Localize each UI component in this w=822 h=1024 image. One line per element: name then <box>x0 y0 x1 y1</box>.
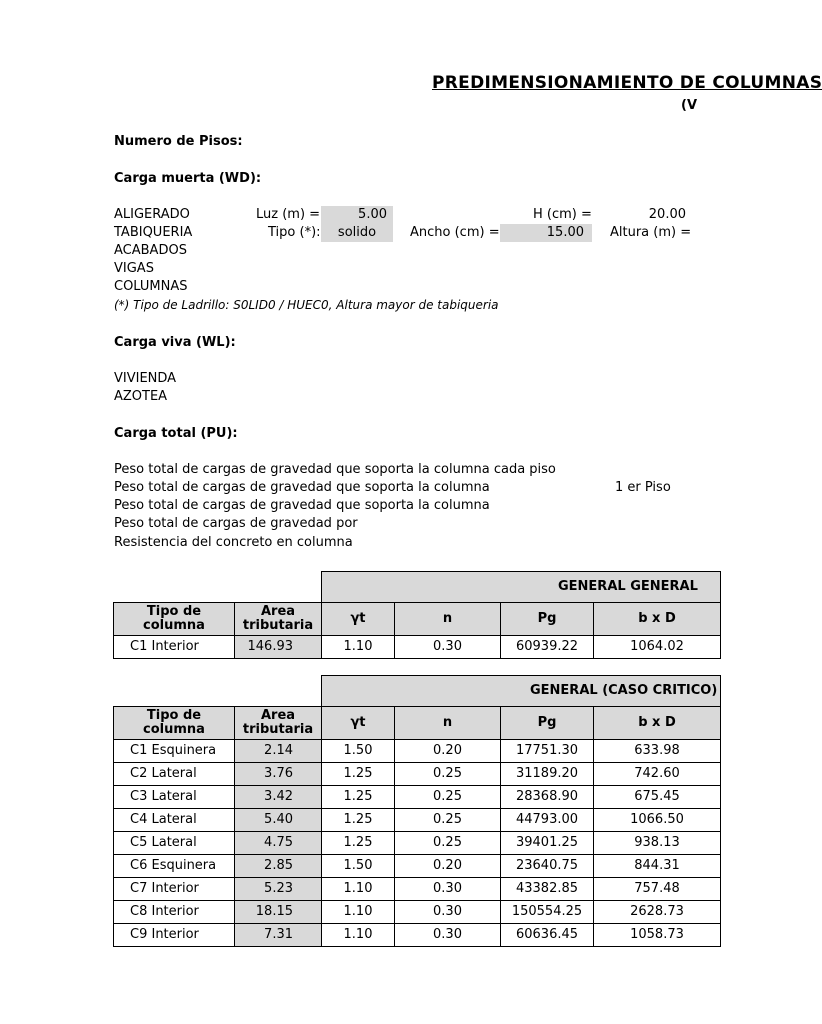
luz-input[interactable]: 5.00 <box>321 206 393 224</box>
table2-cell-area[interactable]: 18.15 <box>234 900 322 924</box>
table2-cell-bxd[interactable]: 1058.73 <box>593 923 721 947</box>
carga-viva-heading: Carga viva (WL): <box>114 335 236 350</box>
table2-cell-tipo[interactable]: C1 Esquinera <box>113 739 235 763</box>
table1-header-n: n <box>394 602 501 636</box>
h-value[interactable]: 20.00 <box>648 207 686 222</box>
table2-cell-n[interactable]: 0.30 <box>394 923 501 947</box>
azotea-label: AZOTEA <box>114 389 168 404</box>
table1-cell-area[interactable]: 146.93 <box>234 635 322 659</box>
page-subtitle: (V <box>681 98 698 113</box>
table2-cell-yt[interactable]: 1.10 <box>321 900 395 924</box>
table2-cell-pg[interactable]: 39401.25 <box>500 831 594 855</box>
table2-cell-pg[interactable]: 31189.20 <box>500 762 594 786</box>
table2-cell-tipo[interactable]: C4 Lateral <box>113 808 235 832</box>
table1-cell-n[interactable]: 0.30 <box>394 635 501 659</box>
table2-cell-yt[interactable]: 1.25 <box>321 785 395 809</box>
table1-cell-yt[interactable]: 1.10 <box>321 635 395 659</box>
table2-header-yt: γt <box>321 706 395 740</box>
table2-cell-area[interactable]: 3.76 <box>234 762 322 786</box>
table2-cell-tipo[interactable]: C2 Lateral <box>113 762 235 786</box>
table1-header-pg: Pg <box>500 602 594 636</box>
table2-cell-pg[interactable]: 28368.90 <box>500 785 594 809</box>
table2-cell-tipo[interactable]: C7 Interior <box>113 877 235 901</box>
table2-cell-tipo[interactable]: C8 Interior <box>113 900 235 924</box>
table2-cell-n[interactable]: 0.30 <box>394 900 501 924</box>
resistencia-concreto-label: Resistencia del concreto en columna <box>114 535 353 550</box>
table2-cell-bxd[interactable]: 633.98 <box>593 739 721 763</box>
table1-header-yt: γt <box>321 602 395 636</box>
table1-banner: GENERAL GENERAL <box>321 571 721 603</box>
table2-cell-bxd[interactable]: 742.60 <box>593 762 721 786</box>
table2-header-bxd: b x D <box>593 706 721 740</box>
table2-cell-bxd[interactable]: 938.13 <box>593 831 721 855</box>
table1-header-area: Area tributaria <box>234 602 322 636</box>
table2-cell-area[interactable]: 2.14 <box>234 739 322 763</box>
primer-piso-label: 1 er Piso <box>615 480 671 495</box>
table2-cell-area[interactable]: 5.23 <box>234 877 322 901</box>
tipo-input[interactable]: solido <box>321 224 393 242</box>
peso-total-line-4: Peso total de cargas de gravedad por <box>114 516 358 531</box>
table2-header-n: n <box>394 706 501 740</box>
table2-cell-n[interactable]: 0.25 <box>394 831 501 855</box>
page-title: PREDIMENSIONAMIENTO DE COLUMNAS <box>432 73 822 93</box>
table2-cell-area[interactable]: 3.42 <box>234 785 322 809</box>
table1-cell-pg[interactable]: 60939.22 <box>500 635 594 659</box>
table2-cell-area[interactable]: 5.40 <box>234 808 322 832</box>
table2-cell-tipo[interactable]: C9 Interior <box>113 923 235 947</box>
table2-cell-pg[interactable]: 44793.00 <box>500 808 594 832</box>
peso-total-line-3: Peso total de cargas de gravedad que soporta la columna <box>114 498 490 513</box>
columnas-label: COLUMNAS <box>114 279 188 294</box>
table2-cell-area[interactable]: 4.75 <box>234 831 322 855</box>
luz-label: Luz (m) = <box>256 207 321 222</box>
altura-label: Altura (m) = <box>610 225 692 240</box>
carga-total-heading: Carga total (PU): <box>114 426 238 441</box>
tabiqueria-label: TABIQUERIA <box>114 225 193 240</box>
table1-header-bxd: b x D <box>593 602 721 636</box>
ancho-input[interactable]: 15.00 <box>500 224 592 242</box>
table2-banner: GENERAL (CASO CRITICO) <box>321 675 721 707</box>
peso-total-line-1: Peso total de cargas de gravedad que soporta la columna cada piso <box>114 462 556 477</box>
table2-cell-tipo[interactable]: C6 Esquinera <box>113 854 235 878</box>
tipo-label: Tipo (*): <box>268 225 321 240</box>
h-label: H (cm) = <box>533 207 592 222</box>
table2-cell-n[interactable]: 0.25 <box>394 762 501 786</box>
table2-cell-pg[interactable]: 150554.25 <box>500 900 594 924</box>
table2-cell-pg[interactable]: 60636.45 <box>500 923 594 947</box>
table2-cell-tipo[interactable]: C5 Lateral <box>113 831 235 855</box>
table2-cell-n[interactable]: 0.25 <box>394 785 501 809</box>
table2-cell-yt[interactable]: 1.25 <box>321 762 395 786</box>
table2-cell-n[interactable]: 0.20 <box>394 854 501 878</box>
table2-cell-pg[interactable]: 17751.30 <box>500 739 594 763</box>
table2-cell-yt[interactable]: 1.25 <box>321 808 395 832</box>
table2-cell-bxd[interactable]: 1066.50 <box>593 808 721 832</box>
table2-cell-yt[interactable]: 1.10 <box>321 923 395 947</box>
table1-header-tipo: Tipo de columna <box>113 602 235 636</box>
acabados-label: ACABADOS <box>114 243 187 258</box>
table2-cell-pg[interactable]: 43382.85 <box>500 877 594 901</box>
table2-cell-yt[interactable]: 1.50 <box>321 854 395 878</box>
table2-cell-yt[interactable]: 1.50 <box>321 739 395 763</box>
table2-cell-pg[interactable]: 23640.75 <box>500 854 594 878</box>
table2-cell-n[interactable]: 0.25 <box>394 808 501 832</box>
vigas-label: VIGAS <box>114 261 154 276</box>
table2-cell-bxd[interactable]: 757.48 <box>593 877 721 901</box>
table2-cell-tipo[interactable]: C3 Lateral <box>113 785 235 809</box>
table2-cell-n[interactable]: 0.20 <box>394 739 501 763</box>
aligerado-label: ALIGERADO <box>114 207 190 222</box>
carga-muerta-heading: Carga muerta (WD): <box>114 171 262 186</box>
table1-cell-bxd[interactable]: 1064.02 <box>593 635 721 659</box>
table2-cell-yt[interactable]: 1.10 <box>321 877 395 901</box>
table1-cell-tipo[interactable]: C1 Interior <box>113 635 235 659</box>
tipo-ladrillo-note: (*) Tipo de Ladrillo: S0LID0 / HUEC0, Altura mayor de tabiqueria <box>114 298 499 312</box>
ancho-label: Ancho (cm) = <box>410 225 500 240</box>
table2-cell-bxd[interactable]: 2628.73 <box>593 900 721 924</box>
numero-pisos-label: Numero de Pisos: <box>114 134 243 149</box>
table2-header-area: Area tributaria <box>234 706 322 740</box>
peso-total-line-2: Peso total de cargas de gravedad que soporta la columna <box>114 480 490 495</box>
table2-header-tipo: Tipo de columna <box>113 706 235 740</box>
table2-cell-bxd[interactable]: 675.45 <box>593 785 721 809</box>
table2-cell-area[interactable]: 2.85 <box>234 854 322 878</box>
table2-cell-area[interactable]: 7.31 <box>234 923 322 947</box>
table2-cell-n[interactable]: 0.30 <box>394 877 501 901</box>
table2-cell-yt[interactable]: 1.25 <box>321 831 395 855</box>
table2-header-pg: Pg <box>500 706 594 740</box>
table2-cell-bxd[interactable]: 844.31 <box>593 854 721 878</box>
vivienda-label: VIVIENDA <box>114 371 177 386</box>
